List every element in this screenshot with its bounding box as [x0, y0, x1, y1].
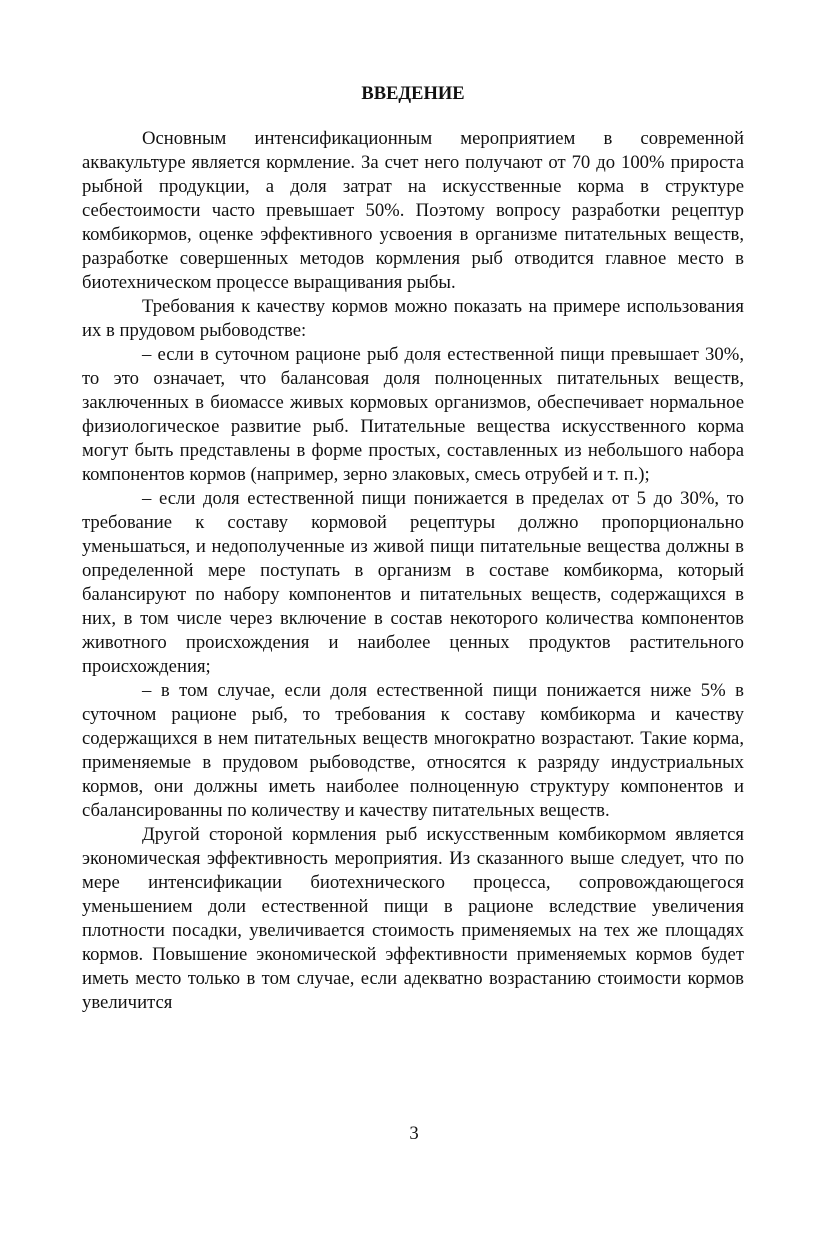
paragraph-case-over-30: – если в суточном рационе рыб доля естественной пищи превышает 30%, то это означает, что балансовая доля полноценных питательных веществ, заключенных в биомассе живых кормовых организмов, обеспечивает нормальное физиологическое развитие рыб. Питательные вещества искусственного корма могут быть представлены в форме простых, составленных из небольшого набора компонентов кормов (например, зерно злаковых, смесь отрубей и т. п.); [82, 344, 744, 485]
page-title: ВВЕДЕНИЕ [361, 84, 465, 104]
document-page [82, 82, 744, 1015]
paragraph-economics: Другой стороной кормления рыб искусственным комбикормом является экономическая эффективность мероприятия. Из сказанного выше следует, что по мере интенсификации биотехнического процесса, сопровождающегося уменьшением доли естественной пищи в рационе вследствие увеличения плотности посадки, увеличивается стоимость применяемых на тех же площадях кормов. Повышение экономической эффективности применяемых кормов будет иметь место только в том случае, если адекватно возрастанию стоимости кормов увеличится [82, 824, 744, 1013]
paragraph-case-5-to-30: – если доля естественной пищи понижается в пределах от 5 до 30%, то требование к составу кормовой рецептуры должно пропорционально уменьшаться, и недополученные из живой пищи питательные вещества должны в определенной мере поступать в организм в составе комбикорма, который балансируют по набору компонентов и питательных веществ, содержащихся в них, в том числе через включение в состав некоторого количества компонентов животного происхождения и наиболее ценных продуктов растительного происхождения; [82, 488, 744, 677]
paragraph-requirements: Требования к качеству кормов можно показать на примере использования их в прудовом рыбоводстве: [82, 296, 744, 341]
paragraph-case-under-5: – в том случае, если доля естественной пищи понижается ниже 5% в суточном рационе рыб, то требования к составу комбикорма и качеству содержащихся в нем питательных веществ многократно возрастают. Такие корма, применяемые в прудовом рыбоводстве, относятся к разряду индустриальных кормов, они должны иметь наиболее полноценную структуру компонентов и сбалансированны по количеству и качеству питательных веществ. [82, 680, 744, 821]
paragraph-intro: Основным интенсификационным мероприятием в современной аквакультуре является кормление. За счет него получают от 70 до 100% прироста рыбной продукции, а доля затрат на искусственные корма в структуре себестоимости часто превышает 50%. Поэтому вопросу разработки рецептур комбикормов, оценке эффективного усвоения в организме питательных веществ, разработке совершенных методов кормления рыб отводится главное место в биотехническом процессе выращивания рыбы. [82, 128, 744, 293]
page-number: 3 [409, 1123, 419, 1144]
